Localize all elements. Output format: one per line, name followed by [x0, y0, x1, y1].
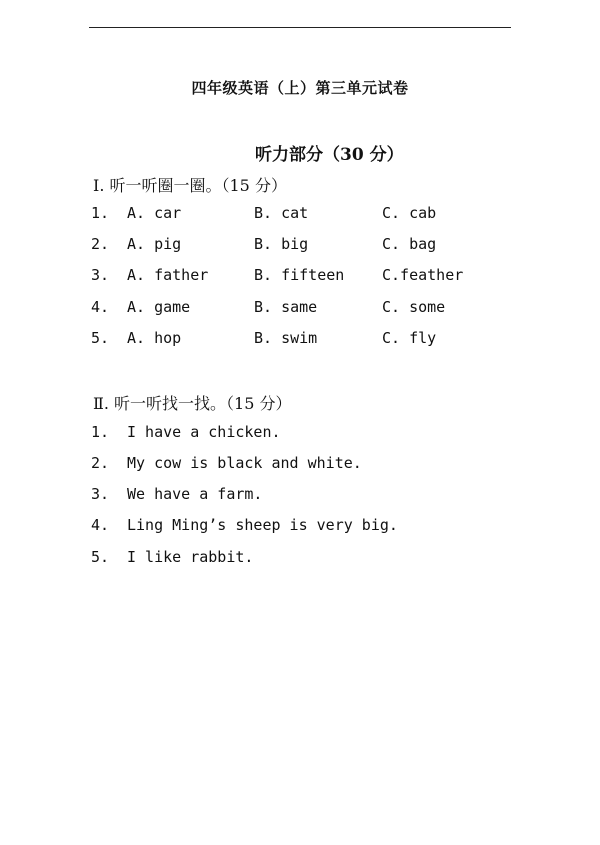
sentence-row-2: [0, 454, 600, 478]
sentence-row-5: [0, 548, 600, 572]
choice-row-4: [0, 298, 600, 322]
top-divider: [89, 27, 511, 28]
option-c: C. cab: [382, 204, 437, 222]
option-a: A. pig: [127, 235, 182, 253]
item-number: 5.: [91, 548, 110, 566]
choice-row-3: [0, 266, 600, 290]
sentence-row-3: [0, 485, 600, 509]
item-number: 2.: [91, 454, 110, 472]
option-b: B. swim: [254, 329, 318, 347]
sentence-text: My cow is black and white.: [127, 454, 362, 472]
sentence-text: We have a farm.: [127, 485, 263, 503]
exam-title: 四年级英语（上）第三单元试卷: [191, 79, 409, 97]
option-a: A. father: [127, 266, 209, 284]
sentence-row-1: [0, 423, 600, 447]
option-b: B. cat: [254, 204, 309, 222]
choice-row-5: [0, 329, 600, 353]
sentence-text: I have a chicken.: [127, 423, 281, 441]
item-number: 3.: [91, 266, 110, 284]
sentence-row-4: [0, 516, 600, 540]
sentence-text: I like rabbit.: [127, 548, 254, 566]
item-number: 1.: [91, 204, 110, 222]
item-number: 4.: [91, 298, 110, 316]
option-b: B. same: [254, 298, 318, 316]
option-c: C.feather: [382, 266, 464, 284]
listening-part-title: 听力部分（30 分）: [255, 145, 404, 165]
option-b: B. fifteen: [254, 266, 345, 284]
option-a: A. car: [127, 204, 182, 222]
option-c: C. some: [382, 298, 446, 316]
item-number: 2.: [91, 235, 110, 253]
section-1-title: Ⅰ. 听一听圈一圈。（15 分）: [93, 176, 287, 195]
option-a: A. game: [127, 298, 191, 316]
option-b: B. big: [254, 235, 309, 253]
section-2-title: Ⅱ. 听一听找一找。（15 分）: [93, 394, 292, 413]
item-number: 5.: [91, 329, 110, 347]
option-c: C. bag: [382, 235, 437, 253]
item-number: 1.: [91, 423, 110, 441]
choice-row-2: [0, 235, 600, 259]
sentence-text: Ling Ming’s sheep is very big.: [127, 516, 398, 534]
item-number: 3.: [91, 485, 110, 503]
item-number: 4.: [91, 516, 110, 534]
choice-row-1: [0, 204, 600, 228]
option-c: C. fly: [382, 329, 437, 347]
option-a: A. hop: [127, 329, 182, 347]
